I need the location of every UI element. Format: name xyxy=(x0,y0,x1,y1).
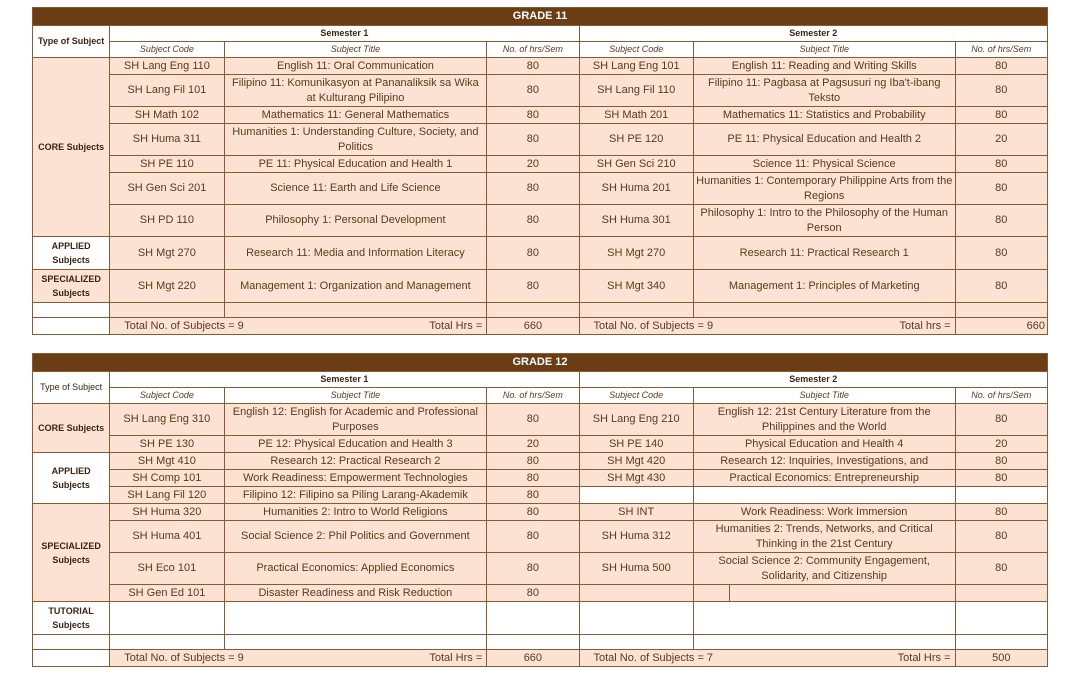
subject-code: SH Mgt 270 xyxy=(579,237,693,270)
subject-code: SH Gen Sci 201 xyxy=(110,173,224,205)
subject-title: Research 12: Inquiries, Investigations, and xyxy=(693,453,955,470)
table-row xyxy=(33,585,1048,602)
subject-code: SH Gen Sci 210 xyxy=(579,156,693,173)
table-row xyxy=(33,107,1048,124)
subject-title-header: Subject Title xyxy=(224,42,487,58)
subject-code: SH Math 201 xyxy=(579,107,693,124)
type-of-subject-header: Type of Subject xyxy=(33,372,110,404)
subject-hours: 20 xyxy=(955,436,1047,453)
subject-code: SH PE 110 xyxy=(110,156,224,173)
total-hrs-label-sem1: Total Hrs = xyxy=(260,318,487,335)
subject-code xyxy=(579,585,693,602)
subject-hours: 80 xyxy=(487,270,579,303)
subject-title: Philosophy 1: Personal Development xyxy=(224,205,487,237)
blank-row xyxy=(33,303,1048,318)
subject-hours: 20 xyxy=(955,124,1047,156)
subject-code: SH Mgt 410 xyxy=(110,453,224,470)
subject-hours: 80 xyxy=(487,553,579,585)
subject-code: SH Mgt 270 xyxy=(110,237,224,270)
total-hrs-sem2: 500 xyxy=(955,650,1047,667)
core-subjects-label: CORE Subjects xyxy=(33,58,110,237)
subject-code: SH Huma 311 xyxy=(110,124,224,156)
specialized-subjects-label: SPECIALIZED Subjects xyxy=(33,504,110,602)
subject-hours: 80 xyxy=(955,237,1047,270)
subject-code: SH Eco 101 xyxy=(110,553,224,585)
table-row xyxy=(33,270,1048,303)
subject-code: SH PE 130 xyxy=(110,436,224,453)
total-hrs-sem1: 660 xyxy=(487,318,579,335)
totals-row xyxy=(33,318,1048,335)
table-row xyxy=(33,521,1048,553)
subject-hours: 80 xyxy=(487,585,579,602)
subject-code: SH INT xyxy=(579,504,693,521)
subject-hours: 80 xyxy=(487,107,579,124)
semester-2-header: Semester 2 xyxy=(579,26,1047,42)
subject-title-header: Subject Title xyxy=(224,388,487,404)
subject-hours: 80 xyxy=(487,504,579,521)
subject-code: SH Huma 401 xyxy=(110,521,224,553)
subject-hours: 80 xyxy=(955,173,1047,205)
subject-code: SH Lang Fil 110 xyxy=(579,75,693,107)
subject-title: Practical Economics: Applied Economics xyxy=(224,553,487,585)
subject-code: SH Lang Eng 210 xyxy=(579,404,693,436)
subject-title: PE 12: Physical Education and Health 3 xyxy=(224,436,487,453)
subject-hours: 80 xyxy=(487,470,579,487)
table-row xyxy=(33,404,1048,436)
subject-code: SH Lang Eng 310 xyxy=(110,404,224,436)
subject-code: SH Comp 101 xyxy=(110,470,224,487)
table-row xyxy=(33,156,1048,173)
grade-11-title: GRADE 11 xyxy=(33,8,1048,26)
subject-title: Mathematics 11: Statistics and Probability xyxy=(693,107,955,124)
subject-code-header: Subject Code xyxy=(110,42,224,58)
subject-hours: 80 xyxy=(487,205,579,237)
subject-title: Science 11: Earth and Life Science xyxy=(224,173,487,205)
subject-code: SH Lang Eng 110 xyxy=(110,58,224,75)
subject-hours: 20 xyxy=(487,436,579,453)
subject-code: SH Mgt 340 xyxy=(579,270,693,303)
subject-hours: 80 xyxy=(487,453,579,470)
subject-code: SH Lang Fil 101 xyxy=(110,75,224,107)
applied-subjects-label: APPLIED Subjects xyxy=(33,453,110,504)
total-hrs-sem2: 660 xyxy=(955,318,1047,335)
subject-hours: 80 xyxy=(487,237,579,270)
semester-1-header: Semester 1 xyxy=(110,26,579,42)
table-row xyxy=(33,205,1048,237)
subject-title: Physical Education and Health 4 xyxy=(693,436,955,453)
total-hrs-sem1: 660 xyxy=(487,650,579,667)
subject-code: SH PE 120 xyxy=(579,124,693,156)
subject-hours: 80 xyxy=(955,521,1047,553)
semester-1-header: Semester 1 xyxy=(110,372,579,388)
total-subjects-sem2: Total No. of Subjects = 7 xyxy=(579,650,729,667)
subject-title: Humanities 1: Understanding Culture, Society, and Politics xyxy=(224,124,487,156)
table-row xyxy=(33,58,1048,75)
subject-title xyxy=(729,585,955,602)
table-row xyxy=(33,124,1048,156)
subject-hours: 80 xyxy=(487,173,579,205)
subject-hours: 80 xyxy=(487,124,579,156)
subject-hours xyxy=(955,585,1047,602)
subject-code xyxy=(579,487,693,504)
table-row xyxy=(33,173,1048,205)
subject-hours: 80 xyxy=(487,58,579,75)
subject-title: Philosophy 1: Intro to the Philosophy of the Human Person xyxy=(693,205,955,237)
subject-title: Humanities 2: Intro to World Religions xyxy=(224,504,487,521)
table-row xyxy=(33,436,1048,453)
subject-hours: 80 xyxy=(487,521,579,553)
tutorial-row xyxy=(33,602,1048,635)
subject-title: PE 11: Physical Education and Health 2 xyxy=(693,124,955,156)
hours-header: No. of hrs/Sem xyxy=(955,388,1047,404)
subject-code: SH Mgt 430 xyxy=(579,470,693,487)
table-row xyxy=(33,237,1048,270)
subject-code: SH Huma 301 xyxy=(579,205,693,237)
subject-hours: 80 xyxy=(955,107,1047,124)
subject-title: Disaster Readiness and Risk Reduction xyxy=(224,585,487,602)
subject-title: Mathematics 11: General Mathematics xyxy=(224,107,487,124)
subject-hours: 80 xyxy=(487,487,579,504)
hours-header: No. of hrs/Sem xyxy=(955,42,1047,58)
subject-title: Humanities 2: Trends, Networks, and Critical Thinking in the 21st Century xyxy=(693,521,955,553)
total-hrs-label-sem2: Total Hrs = xyxy=(729,650,955,667)
subject-code: SH Huma 320 xyxy=(110,504,224,521)
subject-code: SH Math 102 xyxy=(110,107,224,124)
subject-title: English 12: 21st Century Literature from the Philippines and the World xyxy=(693,404,955,436)
subject-title: Research 11: Practical Research 1 xyxy=(693,237,955,270)
subject-title: Work Readiness: Work Immersion xyxy=(693,504,955,521)
subject-title: Filipino 12: Filipino sa Piling Larang-Akademik xyxy=(224,487,487,504)
table-row xyxy=(33,504,1048,521)
subject-hours: 80 xyxy=(955,453,1047,470)
subject-hours: 80 xyxy=(955,553,1047,585)
subject-hours: 80 xyxy=(955,205,1047,237)
subject-title xyxy=(693,487,955,504)
core-subjects-label: CORE Subjects xyxy=(33,404,110,453)
type-of-subject-header: Type of Subject xyxy=(33,26,110,58)
subject-hours: 80 xyxy=(955,470,1047,487)
subject-hours: 20 xyxy=(487,156,579,173)
total-hrs-label-sem1: Total Hrs = xyxy=(260,650,487,667)
hours-header: No. of hrs/Sem xyxy=(487,388,579,404)
grade-12-table xyxy=(32,353,1048,667)
tutorial-subjects-label: TUTORIAL Subjects xyxy=(33,602,110,635)
subject-hours: 80 xyxy=(955,58,1047,75)
applied-subjects-label: APPLIED Subjects xyxy=(33,237,110,270)
grade-11-table xyxy=(32,7,1048,335)
subject-title: Research 11: Media and Information Literacy xyxy=(224,237,487,270)
table-row xyxy=(33,75,1048,107)
subject-hours: 80 xyxy=(955,404,1047,436)
subject-title: Work Readiness: Empowerment Technologies xyxy=(224,470,487,487)
totals-row xyxy=(33,650,1048,667)
subject-code: SH Lang Eng 101 xyxy=(579,58,693,75)
subject-hours xyxy=(955,487,1047,504)
subject-hours: 80 xyxy=(955,75,1047,107)
subject-code: SH Gen Ed 101 xyxy=(110,585,224,602)
subject-code: SH PD 110 xyxy=(110,205,224,237)
subject-code-header: Subject Code xyxy=(110,388,224,404)
subject-hours: 80 xyxy=(487,404,579,436)
table-row xyxy=(33,470,1048,487)
subject-title: Social Science 2: Community Engagement, Solidarity, and Citizenship xyxy=(693,553,955,585)
hours-header: No. of hrs/Sem xyxy=(487,42,579,58)
subject-code-header: Subject Code xyxy=(579,388,693,404)
subject-title: Filipino 11: Pagbasa at Pagsusuri ng Iba't-ibang Teksto xyxy=(693,75,955,107)
specialized-subjects-label: SPECIALIZED Subjects xyxy=(33,270,110,303)
subject-code: SH Lang Fil 120 xyxy=(110,487,224,504)
total-subjects-sem1: Total No. of Subjects = 9 xyxy=(110,650,260,667)
subject-code-header: Subject Code xyxy=(579,42,693,58)
subject-hours: 80 xyxy=(955,270,1047,303)
subject-hours: 80 xyxy=(955,156,1047,173)
total-hrs-label-sem2: Total hrs = xyxy=(729,318,955,335)
table-row xyxy=(33,553,1048,585)
total-subjects-sem2: Total No. of Subjects = 9 xyxy=(579,318,729,335)
subject-code: SH Huma 312 xyxy=(579,521,693,553)
subject-title: Social Science 2: Phil Politics and Government xyxy=(224,521,487,553)
subject-hours: 80 xyxy=(955,504,1047,521)
subject-title: English 12: English for Academic and Professional Purposes xyxy=(224,404,487,436)
subject-code: SH PE 140 xyxy=(579,436,693,453)
total-subjects-sem1: Total No. of Subjects = 9 xyxy=(110,318,260,335)
grade-12-title: GRADE 12 xyxy=(33,354,1048,372)
subject-title: Humanities 1: Contemporary Philippine Arts from the Regions xyxy=(693,173,955,205)
table-row xyxy=(33,487,1048,504)
subject-title: Research 12: Practical Research 2 xyxy=(224,453,487,470)
subject-title: English 11: Oral Communication xyxy=(224,58,487,75)
semester-2-header: Semester 2 xyxy=(579,372,1048,388)
subject-title: Filipino 11: Komunikasyon at Pananaliksik sa Wika at Kulturang Pilipino xyxy=(224,75,487,107)
subject-title-header: Subject Title xyxy=(693,42,955,58)
subject-title: PE 11: Physical Education and Health 1 xyxy=(224,156,487,173)
blank-row xyxy=(33,635,1048,650)
subject-title-header: Subject Title xyxy=(693,388,955,404)
subject-code: SH Huma 500 xyxy=(579,553,693,585)
subject-title: Practical Economics: Entrepreneurship xyxy=(693,470,955,487)
subject-title: English 11: Reading and Writing Skills xyxy=(693,58,955,75)
subject-code: SH Mgt 220 xyxy=(110,270,224,303)
subject-title: Management 1: Principles of Marketing xyxy=(693,270,955,303)
subject-code: SH Mgt 420 xyxy=(579,453,693,470)
subject-hours: 80 xyxy=(487,75,579,107)
subject-title: Science 11: Physical Science xyxy=(693,156,955,173)
table-row xyxy=(33,453,1048,470)
subject-code: SH Huma 201 xyxy=(579,173,693,205)
subject-title: Management 1: Organization and Management xyxy=(224,270,487,303)
